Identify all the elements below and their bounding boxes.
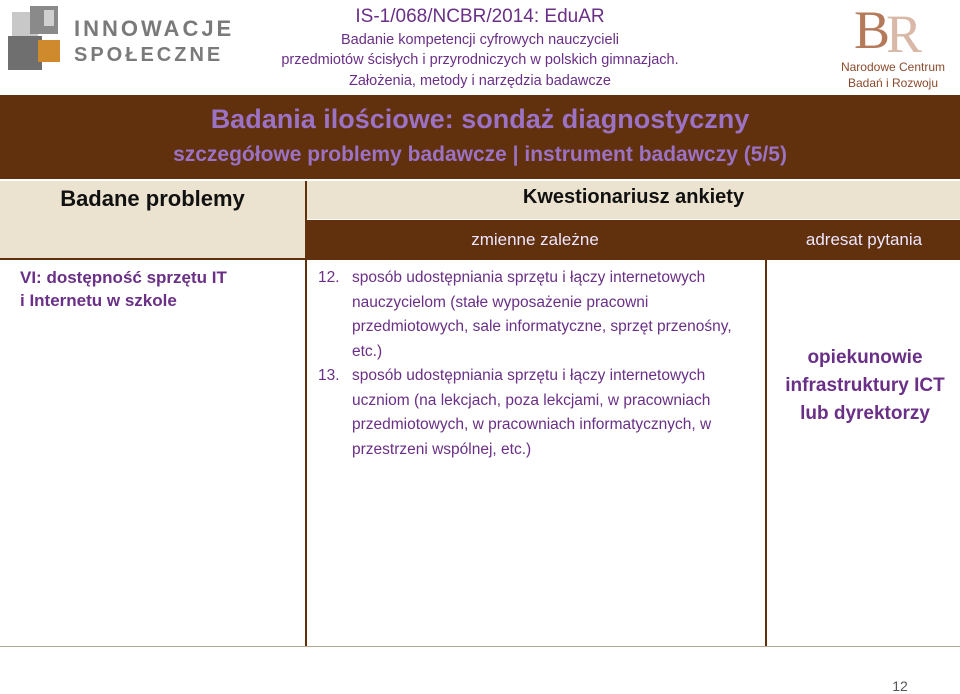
slide-title: Badania ilościowe: sondaż diagnostyczny (210, 104, 750, 134)
list-item (318, 266, 758, 364)
slide-subtitle: szczegółowe problemy badawcze | instrument badawczy (5/5) (173, 143, 787, 166)
svg-text:B: B (854, 2, 891, 56)
addressee-line2: infrastruktury ICT (785, 375, 945, 396)
column-divider-1 (305, 181, 307, 647)
problem-line1: VI: dostępność sprzętu IT (20, 268, 227, 287)
item-text: sposób udostępniania sprzętu i łączy internetowych uczniom (na lekcjach, poza lekcjami, w pracowniach przedmiotowych, w pracowniach informatycznych, w przestrzeni wspólnej, etc.) (352, 367, 712, 458)
addressee-line3: lub dyrektorzy (800, 403, 930, 424)
variables-subheader: zmienne zależne (471, 230, 599, 249)
project-subtitle-line3: Założenia, metody i narzędzia badawcze (349, 73, 611, 89)
item-number: 12. (318, 269, 340, 286)
ncbr-logo (828, 2, 958, 92)
ncbr-br-mark-icon (850, 2, 940, 56)
table-header-divider (0, 258, 960, 260)
logo-mark-icon (6, 6, 68, 76)
ncbr-text-line1: Narodowe Centrum (840, 60, 946, 74)
addressee-line1: opiekunowie (807, 347, 923, 368)
column-divider-2 (765, 220, 767, 647)
logo-text-line1: INNOWACJE (74, 16, 235, 41)
item-text: sposób udostępniania sprzętu i łączy internetowych nauczycielom (stałe wyposażenie pracowni przedmiotowych, sale informatyczne, sprzęt przenośny, etc.) (352, 269, 732, 360)
problem-line2: i Internetu w szkole (20, 291, 177, 310)
table-bottom-border (0, 646, 960, 647)
col2-header: Kwestionariusz ankiety (522, 186, 745, 208)
item-number: 13. (318, 367, 340, 384)
project-subtitle-line2: przedmiotów ścisłych i przyrodniczych w polskich gimnazjach. (281, 52, 679, 68)
col1-header: Badane problemy (60, 186, 245, 211)
innowacje-spoleczne-logo (6, 4, 235, 80)
addressee-subheader: adresat pytania (805, 230, 923, 249)
ncbr-text-line2: Badań i Rozwoju (847, 76, 939, 90)
list-item (318, 364, 758, 462)
research-problem (20, 266, 280, 312)
variables-list (318, 266, 758, 462)
svg-text:R: R (886, 4, 923, 56)
question-addressee (770, 344, 960, 428)
logo-text-line2: SPOŁECZNE (74, 44, 224, 66)
page-number: 12 (892, 678, 908, 694)
project-code: IS-1/068/NCBR/2014: EduAR (355, 6, 605, 27)
project-subtitle-line1: Badanie kompetencji cyfrowych nauczycieli (340, 32, 620, 48)
